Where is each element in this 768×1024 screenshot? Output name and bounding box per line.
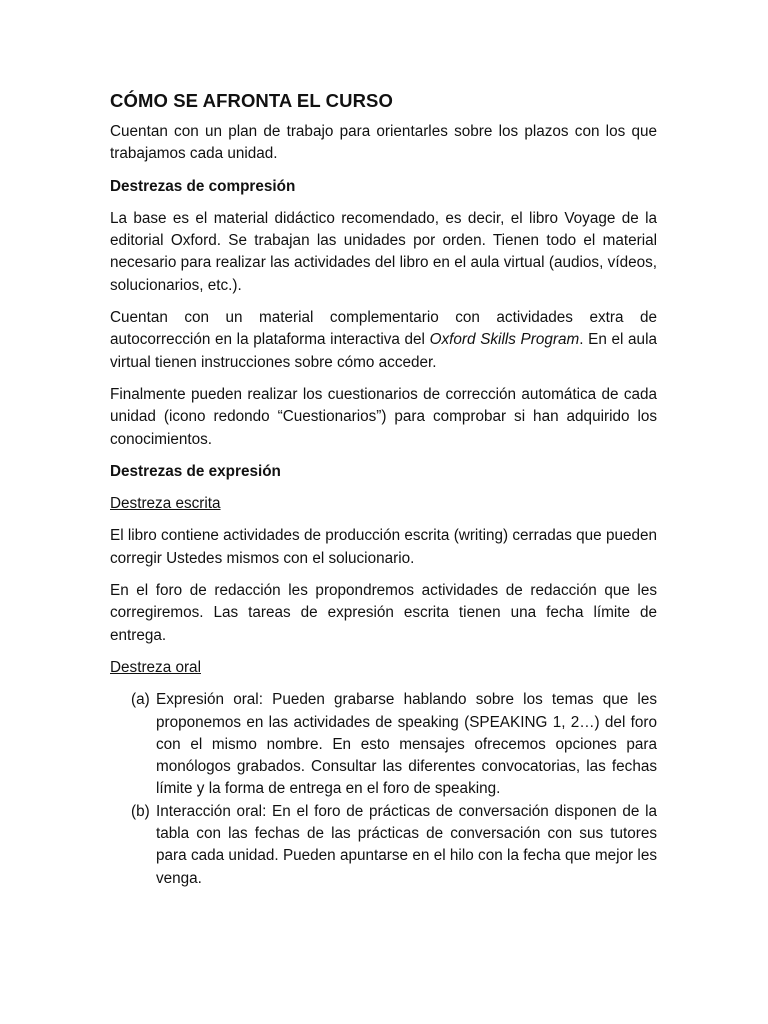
- list-marker: (b): [131, 802, 150, 820]
- intro-paragraph: Cuentan con un plan de trabajo para orientarles sobre los plazos con los que trabajamos cada unidad.: [110, 123, 657, 163]
- oral-subheading: Destreza oral: [110, 658, 201, 676]
- comprension-paragraph-2: [110, 307, 657, 374]
- oral-list: [110, 689, 657, 890]
- comprension-paragraph-3: Finalmente pueden realizar los cuestionarios de corrección automática de cada unidad (icono redondo “Cuestionarios”) para comprobar si han adquirido los conocimientos.: [110, 385, 657, 448]
- comprension-paragraph-1: La base es el material didáctico recomendado, es decir, el libro Voyage de la editorial Oxford. Se trabajan las unidades por orden. Tienen todo el material necesario para realizar las actividades del libro en el aula virtual (audios, vídeos, solucionarios, etc.).: [110, 209, 657, 294]
- document-page: [110, 88, 657, 890]
- list-item-text: Expresión oral: Pueden grabarse hablando sobre los temas que les proponemos en las actividades de speaking (SPEAKING 1, 2…) del foro con el mismo nombre. En esto mensajes ofrecemos opciones para monólogos grabados. Consultar las diferentes convocatorias, las fechas límite y la forma de entrega en el foro de speaking.: [156, 691, 657, 798]
- comprension-paragraph-2-start: Cuentan con un material complementario con actividades extra de autocorrección en la plataforma interactiva del: [110, 309, 657, 349]
- list-item: [110, 801, 657, 890]
- escrita-paragraph-2: En el foro de redacción les propondremos actividades de redacción que les corregiremos. Las tareas de expresión escrita tienen una fecha límite de entrega.: [110, 582, 657, 644]
- expresion-heading: Destrezas de expresión: [110, 462, 281, 480]
- escrita-paragraph-1: El libro contiene actividades de producción escrita (writing) cerradas que pueden corregir Ustedes mismos con el solucionario.: [110, 527, 657, 567]
- oxford-skills-program-text: Oxford Skills Program: [429, 331, 580, 349]
- list-marker: (a): [131, 691, 150, 709]
- escrita-subheading: Destreza escrita: [110, 495, 221, 513]
- comprension-paragraph-2-end: . En el aula virtual tienen instrucciones sobre cómo acceder.: [110, 331, 657, 371]
- list-item: [110, 689, 657, 800]
- comprension-heading: Destrezas de compresión: [110, 177, 296, 195]
- list-item-text: Interacción oral: En el foro de prácticas de conversación disponen de la tabla con las fechas de las prácticas de conversación con sus tutores para cada unidad. Pueden apuntarse en el hilo con la fecha que mejor les venga.: [156, 802, 657, 887]
- document-title: CÓMO SE AFRONTA EL CURSO: [110, 90, 393, 111]
